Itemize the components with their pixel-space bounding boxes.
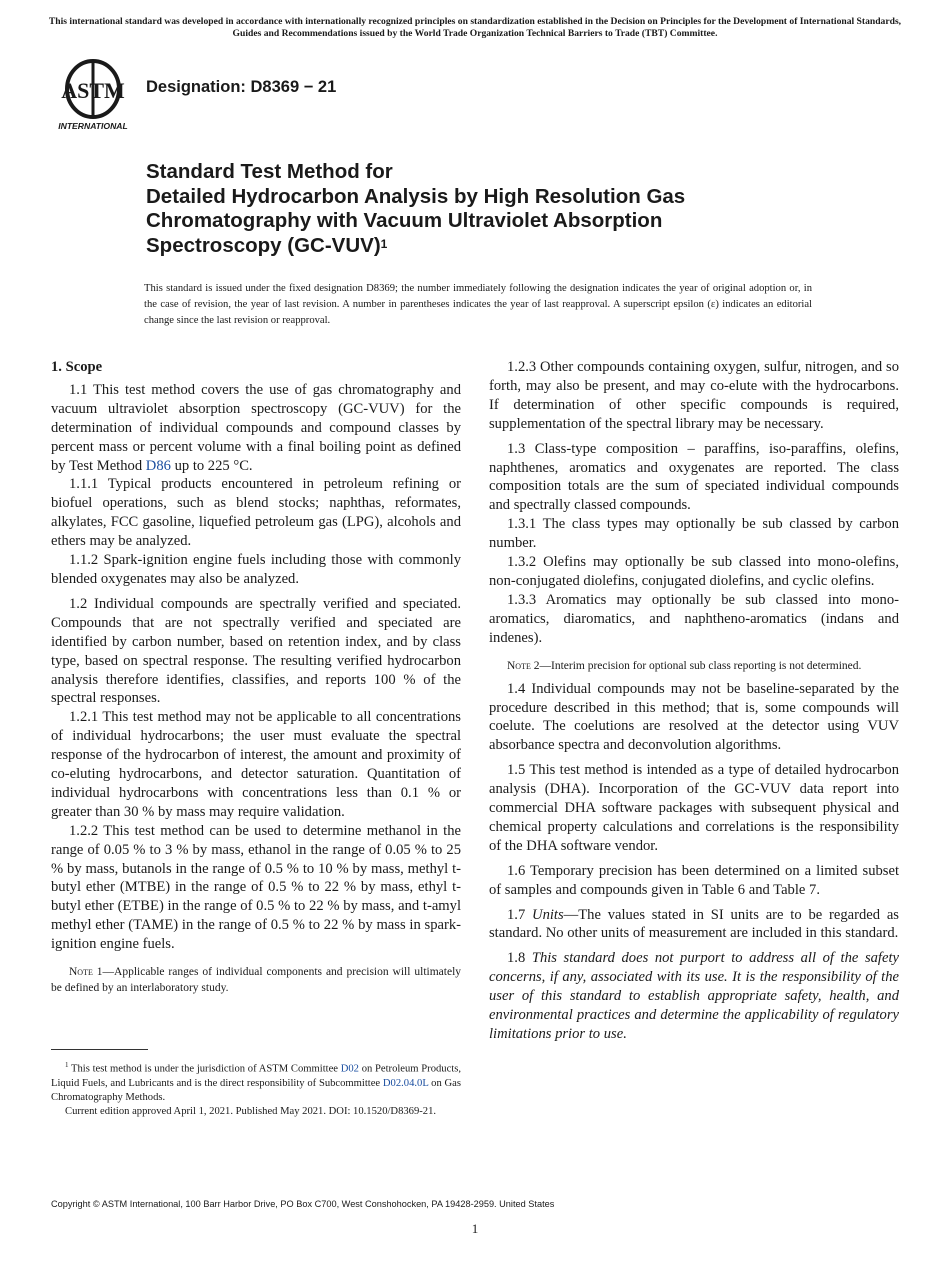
para-1-2-1: 1.2.1 This test method may not be applicable to all concentrations of individual hydrocarbons; the user must evaluate the spectral response of the hydrocarbon of interest, the amount and proximity of co-eluting hydrocarbons, and detector saturation. Quantitation of individual hydrocarbons with concentrations less than 0.1 % or greater than 30 % by mass may require validation.	[51, 709, 461, 820]
title-line-4-text: Spectroscopy (GC-VUV)	[146, 233, 381, 257]
title-footnote-ref: 1	[380, 236, 388, 251]
para-1-7-text: —The values stated in SI units are to be regarded as standard. No other units of measurement are included in this standard.	[489, 906, 899, 942]
para-1-6: 1.6 Temporary precision has been determined on a limited subset of samples and compounds given in Table 6 and Table 7.	[489, 862, 899, 898]
title-line-4	[146, 234, 846, 259]
link-d02[interactable]: D02	[340, 1063, 359, 1075]
note-1-label: Note 1	[69, 966, 103, 979]
footnote	[51, 1058, 461, 1119]
document-title	[146, 160, 846, 258]
footnote-marker: 1	[65, 1061, 69, 1069]
para-1-7	[489, 906, 899, 944]
footnote-edition: Current edition approved April 1, 2021. Published May 2021. DOI: 10.1520/D8369-21.	[65, 1105, 437, 1117]
footnote-1	[51, 1058, 461, 1105]
para-1-1-1: 1.1.1 Typical products encountered in petroleum refining or biofuel operations, such as blend stocks; naphthas, reformates, alkylates, FCC gasoline, liquefied petroleum gas (LPG), alcohols and ethers may be analyzed.	[51, 476, 461, 550]
para-1-7-num: 1.7	[507, 906, 533, 923]
para-1-3: 1.3 Class-type composition – paraffins, iso-paraffins, olefins, naphthenes, aromatics and oxygenates are reported. The class composition totals are the sum of speciated individual compounds and spectrally classed compounds.	[489, 440, 899, 514]
para-1-1-2: 1.1.2 Spark-ignition engine fuels including those with commonly blended oxygenates may also be analyzed.	[51, 552, 461, 587]
note-1	[51, 964, 461, 996]
note-2-text: —Interim precision for optional sub class reporting is not determined.	[539, 659, 862, 672]
title-line-2: Detailed Hydrocarbon Analysis by High Resolution Gas	[146, 184, 686, 208]
section-heading-scope: 1. Scope	[51, 359, 103, 375]
logo-text: ASTM	[61, 78, 125, 103]
note-1-text: —Applicable ranges of individual components and precision will ultimately be defined by an interlaboratory study.	[51, 966, 462, 995]
logo-subtext: INTERNATIONAL	[58, 121, 128, 131]
footnote-divider	[51, 1049, 148, 1050]
copyright: Copyright © ASTM International, 100 Barr Harbor Drive, PO Box C700, West Conshohocken, PA 19428-2959. United States	[51, 1199, 555, 1209]
para-1-2-3: 1.2.3 Other compounds containing oxygen, sulfur, nitrogen, and so forth, may also be present, and may co-elute with the hydrocarbons. If determination of other specific compounds is required, supplementation of the spectral library may be necessary.	[489, 359, 899, 432]
para-1-1-text: 1.1 This test method covers the use of gas chromatography and vacuum ultraviolet absorption spectroscopy (GC-VUV) for the determination of individual compounds and compound classes by percent mass or percent volume with a final boiling point as defined by Test Method	[51, 381, 461, 474]
title-line-1: Standard Test Method for	[146, 160, 393, 183]
para-1-3-2: 1.3.2 Olefins may optionally be sub classed into mono-olefins, non-conjugated diolefins, conjugated diolefins, and cyclic olefins.	[489, 554, 899, 589]
para-1-1	[51, 381, 461, 476]
para-1-8-italic: This standard does not purport to address all of the safety concerns, if any, associated with its use. It is the responsibility of the user of this standard to establish appropriate safety, health, and environmental practices and determine the applicability of regulatory limitations prior to use.	[489, 950, 899, 1042]
para-1-1-end: up to 225 °C.	[170, 457, 253, 474]
title-line-3: Chromatography with Vacuum Ultraviolet Absorption	[146, 209, 663, 232]
para-1-2-2: 1.2.2 This test method can be used to determine methanol in the range of 0.05 % to 3 % by mass, ethanol in the range of 0.05 % to 25 % by mass, butanols in the range of 0.5 % to 10 % by mass, methyl t-butyl ether (MTBE) in the range of 0.5 % to 22 % by mass, ethyl t-butyl ether (ETBE) in the range of 0.5 % to 22 % by mass, and t-amyl methyl ether (TAME) in the range of 0.5 % to 22 % by mass in spark-ignition engine fuels.	[51, 822, 461, 953]
footnote-text-b: on Petroleum Products, Liquid Fuels, and Lubricants and is the direct responsibility of Subcommittee	[51, 1063, 461, 1089]
right-column	[489, 358, 899, 1044]
designation: Designation: D8369 − 21	[146, 78, 337, 96]
wto-notice: This international standard was developed in accordance with internationally recognized principles on standardization established in the Decision on Principles for the Development of International Standards, Guides and Recommendations issued by the World Trade Organization Technical Barriers to Trade (TBT) Committee.	[48, 16, 902, 39]
para-1-7-italic: Units	[532, 906, 564, 923]
note-2	[489, 658, 899, 674]
para-1-8	[489, 949, 899, 1044]
note-2-label: Note 2	[507, 659, 540, 672]
link-d86[interactable]: D86	[145, 457, 171, 474]
link-d02-04-0l[interactable]: D02.04.0L	[382, 1077, 429, 1089]
left-column	[51, 358, 461, 996]
footnote-text-c: on Gas Chromatography Methods.	[51, 1077, 462, 1103]
page-number: 1	[471, 1221, 479, 1236]
issued-note: This standard is issued under the fixed designation D8369; the number immediately following the designation indicates the year of original adoption or, in the case of revision, the year of last revision. A number in parentheses indicates the year of last reapproval. A superscript epsilon (ε) indicates an editorial change since the last revision or reapproval.	[144, 283, 812, 326]
astm-logo-icon	[52, 58, 134, 132]
para-1-8-num: 1.8	[507, 950, 532, 967]
footnote-text-a: This test method is under the jurisdiction of ASTM Committee	[68, 1063, 341, 1075]
para-1-3-1: 1.3.1 The class types may optionally be sub classed by carbon number.	[489, 516, 899, 552]
para-1-4: 1.4 Individual compounds may not be baseline-separated by the procedure described in this method; that is, some compounds will coelute. The coelutions are resolved at the detector using VUV absorbance spectra and deconvolution algorithms.	[489, 680, 899, 754]
para-1-2: 1.2 Individual compounds are spectrally verified and speciated. Compounds that are not spectrally verified and speciated are identified by carbon number, based on retention index, and by class type, based on spectral response. The resulting verified hydrocarbon analysis therefore identifies, classifies, and reports 100 % of the spectral responses.	[51, 595, 461, 707]
para-1-3-3: 1.3.3 Aromatics may optionally be sub classed into mono-aromatics, diaromatics, and naphtheno-aromatics (indans and indenes).	[489, 591, 899, 646]
para-1-5: 1.5 This test method is intended as a type of detailed hydrocarbon analysis (DHA). Incorporation of the GC-VUV data report into commercial DHA software packages with subsequent physical and chemical property calculations and correlations is the responsibility of the DHA software vendor.	[489, 762, 899, 854]
